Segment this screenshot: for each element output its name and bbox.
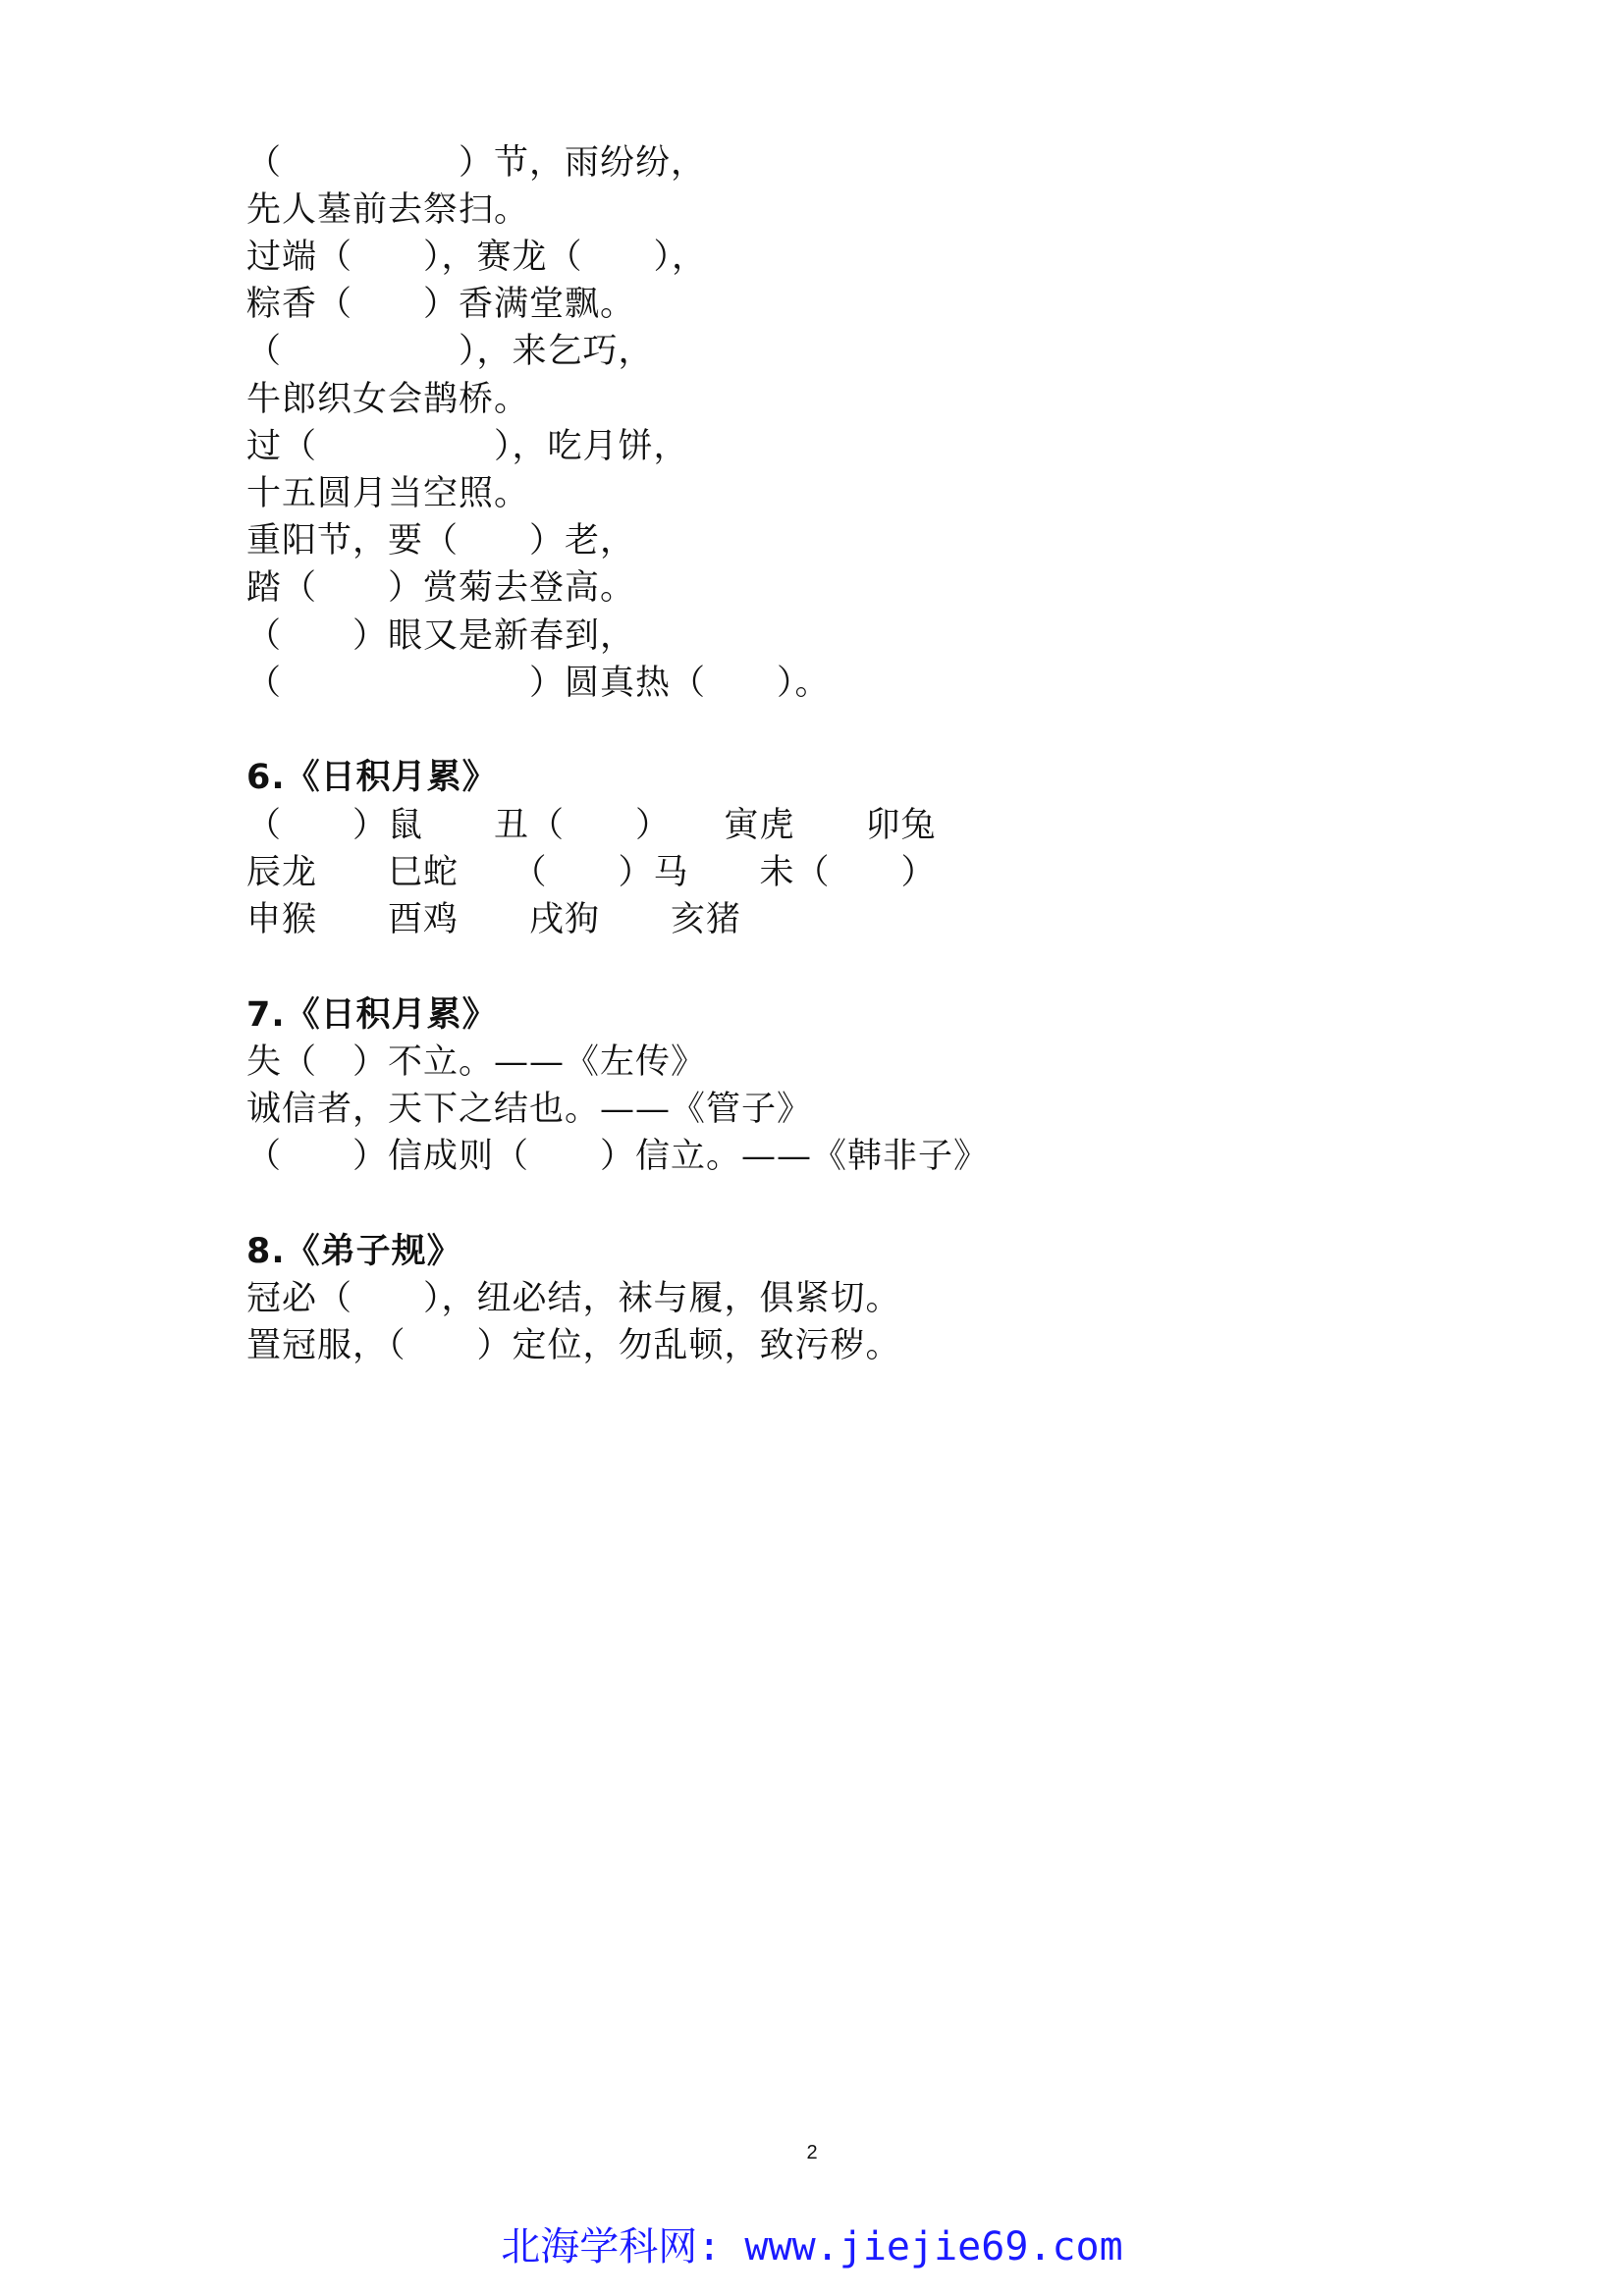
poem-line: （ ）眼又是新春到，	[246, 616, 636, 656]
quote-line: 失（ ）不立。——《左传》	[246, 1042, 707, 1082]
poem-line: （ ），来乞巧，	[246, 332, 654, 371]
verse-line: 置冠服，（ ）定位，勿乱顿，致污秽。	[246, 1326, 901, 1365]
zodiac-line: （ ）鼠 丑（ ） 寅虎 卯兔	[246, 806, 937, 845]
verse-line: 冠必（ ），纽必结，袜与履，俱紧切。	[246, 1279, 901, 1318]
quote-line: 诚信者，天下之结也。——《管子》	[246, 1090, 813, 1129]
poem-line: 过（ ），吃月饼，	[246, 427, 689, 466]
zodiac-line: 申猴 酉鸡 戌狗 亥猪	[246, 900, 742, 939]
section-heading: 7.《日积月累》	[246, 995, 498, 1035]
section-heading: 6.《日积月累》	[246, 758, 498, 797]
poem-line: 牛郎织女会鹊桥。	[246, 380, 530, 419]
poem-line: 粽香（ ）香满堂飘。	[246, 285, 636, 324]
poem-line: 先人墓前去祭扫。	[246, 190, 530, 230]
zodiac-line: 辰龙 巳蛇 （ ）马 未（ ）	[246, 853, 937, 892]
poem-line: 十五圆月当空照。	[246, 474, 530, 513]
poem-line: 重阳节，要（ ）老，	[246, 521, 636, 561]
poem-line: （ ）节，雨纷纷，	[246, 143, 707, 183]
poem-line: 过端（ ），赛龙（ ），	[246, 238, 708, 277]
page-number: 2	[806, 2142, 818, 2163]
quote-line: （ ）信成则（ ）信立。——《韩非子》	[246, 1137, 990, 1176]
poem-line: （ ）圆真热（ ）。	[246, 664, 831, 703]
poem-line: 踏（ ）赏菊去登高。	[246, 568, 636, 608]
section-heading: 8.《弟子规》	[246, 1232, 462, 1271]
watermark-link[interactable]: 北海学科网: www.jiejie69.com	[501, 2224, 1123, 2269]
